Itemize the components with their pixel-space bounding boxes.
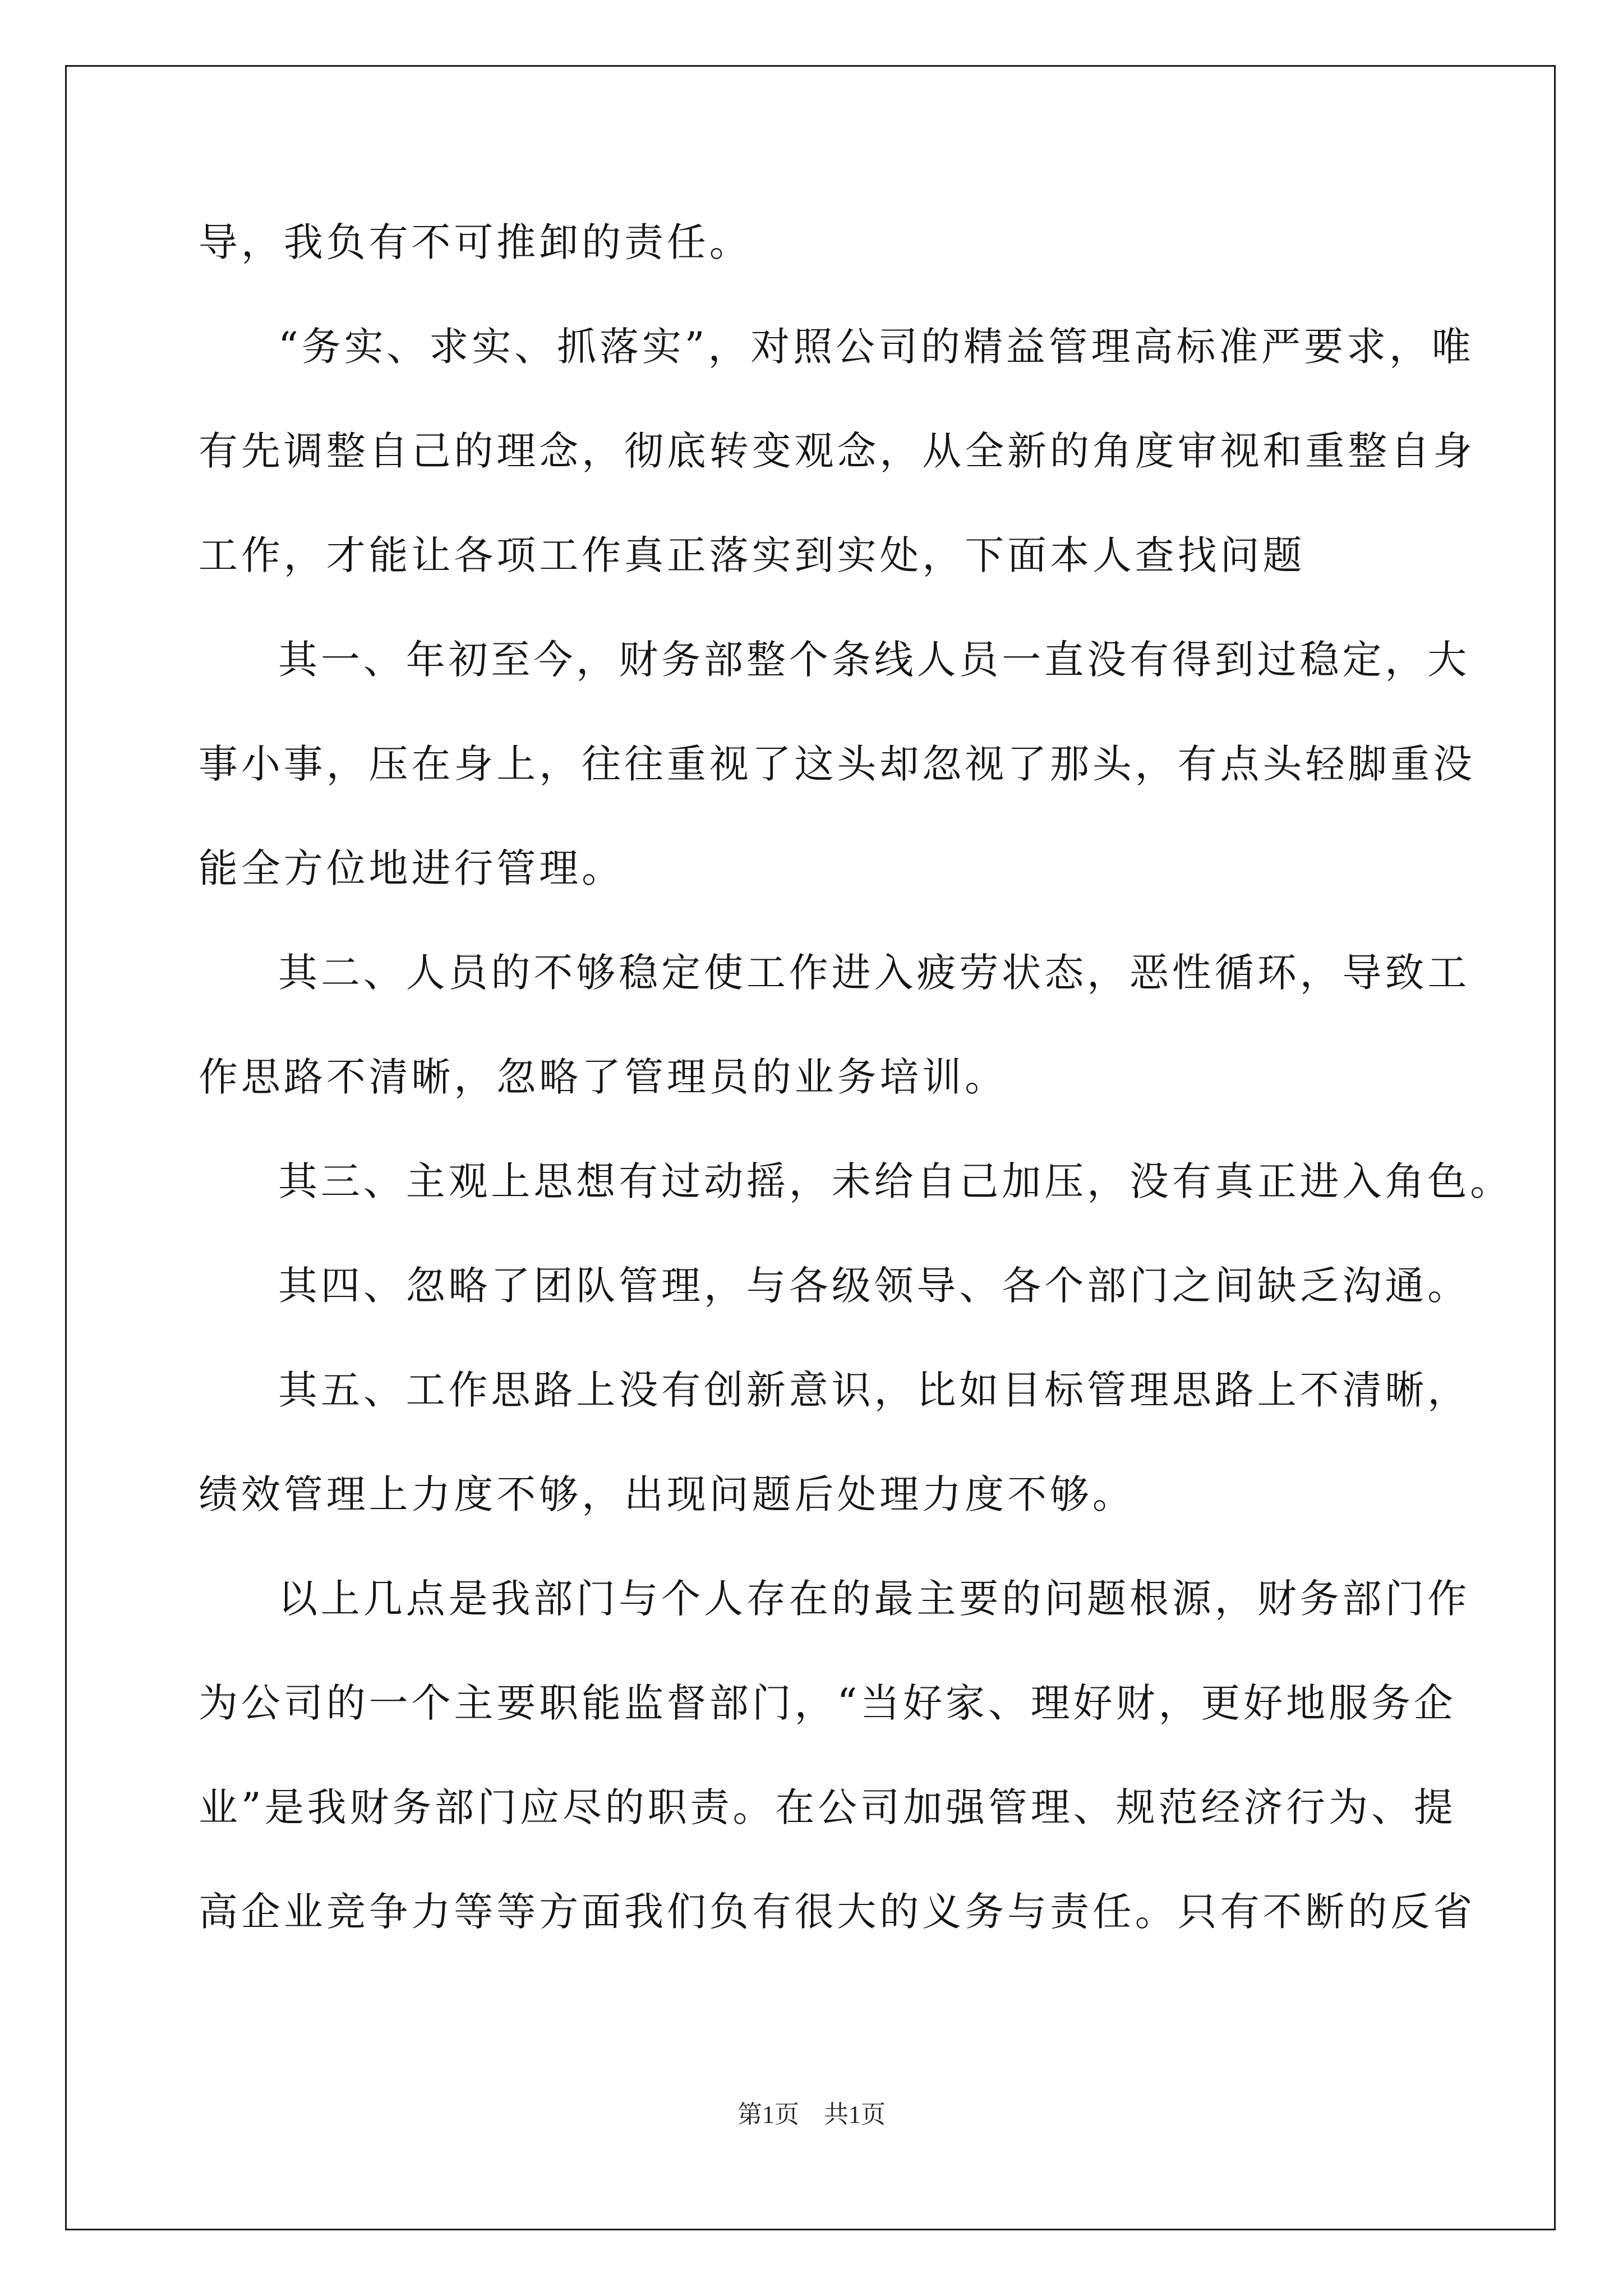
text-line: 为公司的一个主要职能监督部门，“当好家、理好财，更好地服务企 xyxy=(199,1680,1456,1726)
page-number: 第1页 共1页 xyxy=(737,2101,886,2128)
text-line: 以上几点是我部门与个人存在的最主要的问题根源，财务部门作 xyxy=(278,1576,1470,1622)
text-line: 其三、主观上思想有过动摇，未给自己加压，没有真正进入角色。 xyxy=(278,1158,1513,1204)
text-line: 其二、人员的不够稳定使工作进入疲劳状态，恶性循环，导致工 xyxy=(278,950,1470,996)
text-line: 绩效管理上力度不够，出现问题后处理力度不够。 xyxy=(199,1471,1135,1517)
text-line: 业”是我财务部门应尽的职责。在公司加强管理、规范经济行为、提 xyxy=(199,1784,1456,1830)
text-line: 有先调整自己的理念，彻底转变观念，从全新的角度审视和重整自身 xyxy=(199,428,1476,474)
text-line: 作思路不清晰，忽略了管理员的业务培训。 xyxy=(199,1054,1008,1100)
text-line: 能全方位地进行管理。 xyxy=(199,845,624,891)
text-line: 事小事，压在身上，往往重视了这头却忽视了那头，有点头轻脚重没 xyxy=(199,741,1476,787)
text-line: “务实、求实、抓落实”，对照公司的精益管理高标准严要求，唯 xyxy=(278,324,1474,370)
text-line: 其四、忽略了团队管理，与各级领导、各个部门之间缺乏沟通。 xyxy=(278,1263,1470,1309)
text-line: 工作，才能让各项工作真正落实到实处，下面本人查找问题 xyxy=(199,532,1306,578)
text-line: 导，我负有不可推卸的责任。 xyxy=(199,219,752,265)
text-line: 其一、年初至今，财务部整个条线人员一直没有得到过稳定，大 xyxy=(278,637,1470,683)
text-line: 其五、工作思路上没有创新意识，比如目标管理思路上不清晰， xyxy=(278,1367,1470,1413)
text-line: 高企业竞争力等等方面我们负有很大的义务与责任。只有不断的反省 xyxy=(199,1889,1476,1935)
